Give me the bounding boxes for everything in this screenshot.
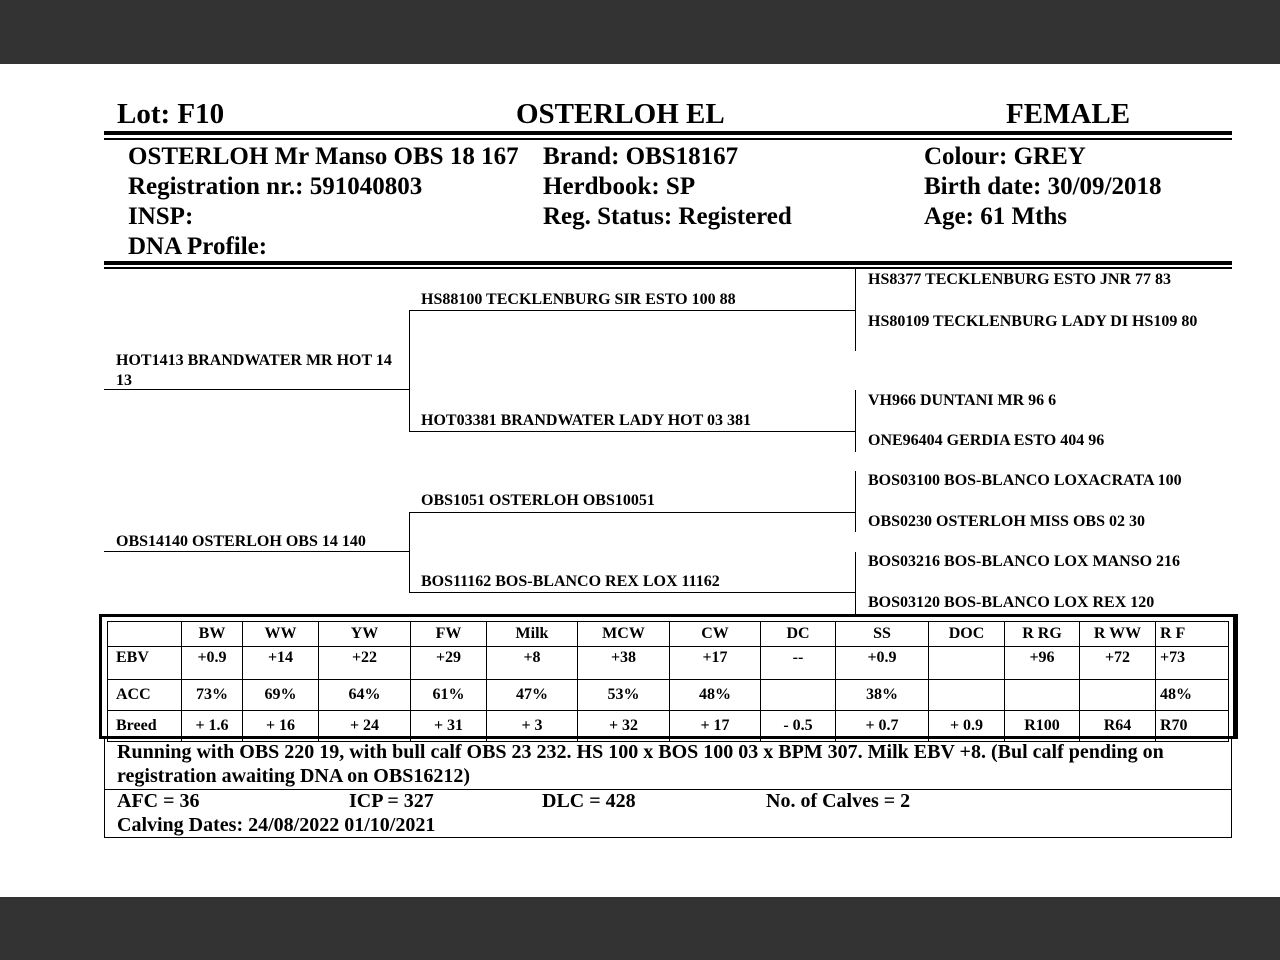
afc-value: AFC = 36: [117, 790, 200, 812]
dam-dam-line: [409, 592, 856, 593]
top-letterbox-bar: [0, 0, 1280, 64]
sire-name: HOT1413 BRANDWATER MR HOT 14 13: [116, 352, 392, 389]
table-cell: 61%: [411, 680, 487, 711]
table-cell: + 24: [319, 711, 411, 742]
table-cell: + 1.6: [182, 711, 243, 742]
herdbook: Herdbook: SP: [543, 173, 696, 200]
ggp-bracket-4: [855, 552, 856, 614]
header-cell: R RG: [1005, 622, 1080, 647]
table-cell: 69%: [243, 680, 319, 711]
header-cell: SS: [836, 622, 929, 647]
ggp-3: VH966 DUNTANI MR 96 6: [868, 392, 1057, 409]
header-cell: Milk: [487, 622, 578, 647]
row-label: Breed: [108, 711, 182, 742]
notes-box: [104, 738, 1232, 838]
details-rule-thin: [104, 267, 1232, 269]
header-cell: R WW: [1080, 622, 1156, 647]
header-cell: DC: [761, 622, 836, 647]
sire-sire-line: [409, 310, 856, 311]
acc-row: [108, 680, 1229, 711]
header-cell: DOC: [929, 622, 1005, 647]
ggp-4: ONE96404 GERDIA ESTO 404 96: [868, 432, 1105, 449]
header-cell: FW: [411, 622, 487, 647]
dam-sire-line: [409, 512, 856, 513]
insp-label: INSP:: [128, 203, 194, 230]
lot-number: Lot: F10: [117, 98, 225, 130]
table-cell: R100: [1005, 711, 1080, 742]
header-rule-thin: [104, 138, 1232, 140]
calves-count: No. of Calves = 2: [766, 790, 911, 812]
ggp-6: OBS0230 OSTERLOH MISS OBS 02 30: [868, 513, 1145, 530]
table-cell: +29: [411, 647, 487, 680]
table-cell: [1080, 680, 1156, 711]
dna-profile-label: DNA Profile:: [128, 233, 268, 260]
details-rule-thick: [104, 261, 1232, 265]
table-cell: +17: [670, 647, 761, 680]
table-cell: 64%: [319, 680, 411, 711]
brand: Brand: OBS18167: [543, 143, 739, 170]
table-cell: + 0.9: [929, 711, 1005, 742]
table-cell: 48%: [1156, 680, 1229, 711]
ggp-8: BOS03120 BOS-BLANCO LOX REX 120: [868, 594, 1155, 611]
dam-dam-name: BOS11162 BOS-BLANCO REX LOX 11162: [421, 573, 720, 590]
header-cell: YW: [319, 622, 411, 647]
ebv-header-row: [108, 622, 1229, 647]
sire-bracket: [409, 310, 410, 431]
table-cell: + 16: [243, 711, 319, 742]
table-cell: [929, 647, 1005, 680]
animal-name-title: OSTERLOH EL: [516, 98, 725, 130]
dam-sire-name: OBS1051 OSTERLOH OBS10051: [421, 492, 655, 509]
ebv-row: [108, 647, 1229, 680]
registration-status: Reg. Status: Registered: [543, 203, 792, 230]
table-cell: +0.9: [836, 647, 929, 680]
table-cell: 47%: [487, 680, 578, 711]
table-cell: 53%: [578, 680, 670, 711]
ebv-table: [107, 621, 1229, 742]
sire-dam-name: HOT03381 BRANDWATER LADY HOT 03 381: [421, 412, 751, 429]
header-cell: CW: [670, 622, 761, 647]
dam-bracket: [409, 512, 410, 593]
table-cell: [1005, 680, 1080, 711]
ggp-1: HS8377 TECKLENBURG ESTO JNR 77 83: [868, 271, 1172, 288]
table-cell: 73%: [182, 680, 243, 711]
ggp-bracket-2: [855, 390, 856, 452]
sire-sire-name: HS88100 TECKLENBURG SIR ESTO 100 88: [421, 291, 736, 308]
dlc-value: DLC = 428: [542, 790, 636, 812]
table-cell: 38%: [836, 680, 929, 711]
table-cell: +0.9: [182, 647, 243, 680]
ggp-2: HS80109 TECKLENBURG LADY DI HS109 80: [868, 313, 1198, 330]
breed-row: [108, 711, 1229, 742]
header-rule-thick: [104, 131, 1232, 135]
birth-date: Birth date: 30/09/2018: [924, 173, 1162, 200]
sex-label: FEMALE: [1006, 98, 1131, 130]
table-cell: 48%: [670, 680, 761, 711]
table-cell: --: [761, 647, 836, 680]
table-cell: + 3: [487, 711, 578, 742]
calving-dates: Calving Dates: 24/08/2022 01/10/2021: [117, 814, 436, 836]
full-name: OSTERLOH Mr Manso OBS 18 167: [128, 143, 519, 170]
table-cell: +22: [319, 647, 411, 680]
header-cell: [108, 622, 182, 647]
row-label: EBV: [108, 647, 182, 680]
row-label: ACC: [108, 680, 182, 711]
table-cell: - 0.5: [761, 711, 836, 742]
ggp-bracket-3: [855, 471, 856, 532]
table-cell: + 31: [411, 711, 487, 742]
table-cell: +8: [487, 647, 578, 680]
table-cell: R64: [1080, 711, 1156, 742]
table-cell: +14: [243, 647, 319, 680]
table-cell: + 0.7: [836, 711, 929, 742]
table-cell: +38: [578, 647, 670, 680]
colour: Colour: GREY: [924, 143, 1086, 170]
dam-name: OBS14140 OSTERLOH OBS 14 140: [116, 533, 366, 550]
table-cell: R70: [1156, 711, 1229, 742]
table-cell: +96: [1005, 647, 1080, 680]
dam-line: [104, 551, 409, 552]
notes-separator: [105, 789, 1231, 790]
ggp-bracket-1: [855, 269, 856, 351]
table-cell: [761, 680, 836, 711]
comment-text: Running with OBS 220 19, with bull calf OBS 23 232. HS 100 x BOS 100 03 x BPM 307. Milk EBV +8. (Bul calf pending on registration awaiting DNA on OBS16212): [117, 741, 1164, 787]
table-cell: + 32: [578, 711, 670, 742]
ggp-5: BOS03100 BOS-BLANCO LOXACRATA 100: [868, 472, 1182, 489]
header-cell: R F: [1156, 622, 1229, 647]
registration-number: Registration nr.: 591040803: [128, 173, 423, 200]
table-cell: +72: [1080, 647, 1156, 680]
bottom-letterbox-bar: [0, 897, 1280, 960]
header-cell: WW: [243, 622, 319, 647]
ggp-7: BOS03216 BOS-BLANCO LOX MANSO 216: [868, 553, 1181, 570]
icp-value: ICP = 327: [349, 790, 434, 812]
table-cell: [929, 680, 1005, 711]
table-cell: +73: [1156, 647, 1229, 680]
sire-dam-line: [409, 431, 856, 432]
header-cell: BW: [182, 622, 243, 647]
age: Age: 61 Mths: [924, 203, 1068, 230]
header-cell: MCW: [578, 622, 670, 647]
table-cell: + 17: [670, 711, 761, 742]
